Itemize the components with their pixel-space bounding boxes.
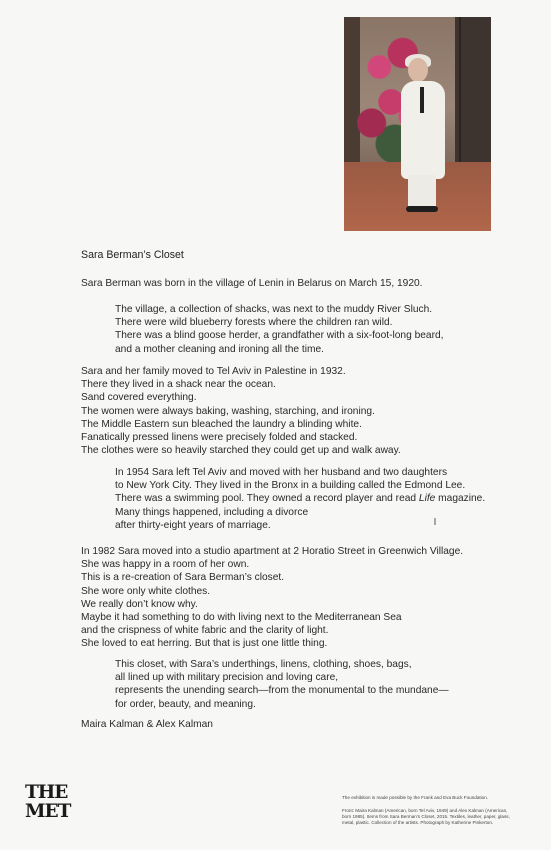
text-line: represents the unending search—from the monumental to the mundane—: [115, 685, 449, 697]
text-line: There they lived in a shack near the ocean.: [81, 379, 276, 391]
logo-line: THE: [25, 782, 68, 803]
text-line: This is a re-creation of Sara Berman’s closet.: [81, 572, 285, 584]
text-line: all lined up with military precision and loving care,: [115, 672, 339, 684]
paragraph-new-york: [115, 466, 485, 532]
paragraph-birth: [81, 277, 422, 290]
text-line: Maybe it had something to do with living next to the Mediterranean Sea: [81, 612, 402, 624]
text-line: She was happy in a room of her own.: [81, 559, 250, 571]
text-line: In 1982 Sara moved into a studio apartment at 2 Horatio Street in Greenwich Village.: [81, 546, 464, 557]
text-line: Sara and her family moved to Tel Aviv in Palestine in 1932.: [81, 366, 346, 377]
paragraph-closet: [115, 658, 449, 711]
stray-mark: [434, 518, 436, 525]
text-line: for order, beauty, and meaning.: [115, 698, 256, 710]
author-signature: Maira Kalman & Alex Kalman: [81, 719, 213, 730]
text-line: In 1954 Sara left Tel Aviv and moved with her husband and two daughters: [115, 467, 448, 478]
text-line: [115, 492, 485, 505]
magazine-title: Life: [418, 493, 436, 505]
text-line: and the crispness of white fabric and the clarity of light.: [81, 625, 329, 637]
text-segment: magazine.: [435, 493, 486, 505]
text-line: and a mother cleaning and ironing all the time.: [115, 343, 324, 355]
page-title: Sara Berman’s Closet: [81, 249, 184, 261]
sponsor-credit: The exhibition is made possible by the Frank and Eva Buck Foundation.: [342, 795, 489, 800]
text-line: She loved to eat herring. But that is just one little thing.: [81, 638, 328, 650]
paragraph-tel-aviv: [81, 365, 401, 457]
text-line: Many things happened, including a divorce: [115, 506, 309, 518]
text-line: The clothes were so heavily starched they could get up and walk away.: [81, 445, 401, 457]
text-line: Sara Berman was born in the village of Lenin in Belarus on March 15, 1920.: [81, 278, 423, 289]
text-line: Fanatically pressed linens were precisely folded and stacked.: [81, 432, 358, 444]
text-line: to New York City. They lived in the Bronx in a building called the Edmond Lee.: [115, 480, 466, 492]
sara-berman-photo: [344, 17, 491, 231]
the-met-logo: [25, 782, 71, 822]
text-line: after thirty-eight years of marriage.: [115, 519, 271, 531]
text-line: This closet, with Sara’s underthings, linens, clothing, shoes, bags,: [115, 659, 412, 670]
text-line: The women were always baking, washing, starching, and ironing.: [81, 405, 375, 417]
text-line: There was a blind goose herder, a grandfather with a six-foot-long beard,: [115, 330, 444, 342]
text-line: The village, a collection of shacks, was next to the muddy River Sluch.: [115, 304, 433, 315]
text-line: There were wild blueberry forests where the children ran wild.: [115, 317, 393, 329]
text-line: The Middle Eastern sun bleached the laundry a blinding white.: [81, 418, 362, 430]
logo-line: MET: [25, 801, 71, 822]
object-credit: Front: Maira Kalman (American, born Tel Aviv, 1949) and Alex Kalman (American, born 1985). Items from Sara Berman’s Closet, 2015. Textiles, leather, paper, glass, metal, plastic. Collection of the artists. Photograph by Katherine Pinkerton.: [342, 808, 510, 825]
paragraph-greenwich-village: [81, 545, 463, 651]
paragraph-village: [115, 303, 443, 356]
text-line: We really don’t know why.: [81, 598, 198, 610]
text-line: She wore only white clothes.: [81, 585, 211, 597]
text-segment: There was a swimming pool. They owned a record player and read: [115, 493, 419, 505]
text-line: Sand covered everything.: [81, 392, 197, 404]
